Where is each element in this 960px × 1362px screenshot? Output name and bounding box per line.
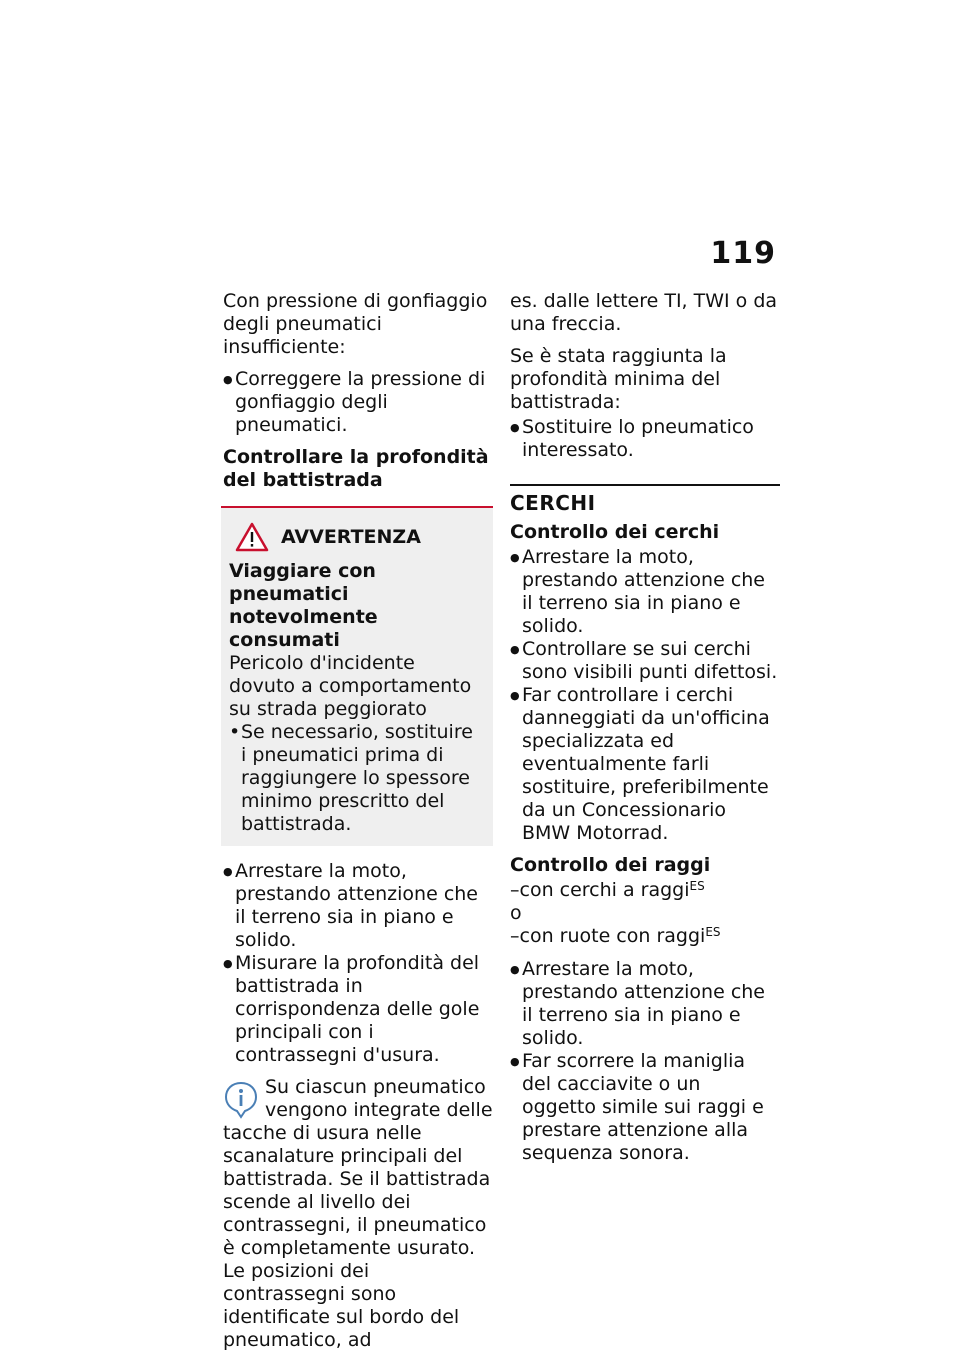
list-item: ● Far controllare i cerchi danneggiati da un'officina specializzata ed eventualmente farli sostituire, preferibilmente da un Concessionario BMW Motorrad.: [510, 684, 780, 845]
list-item: ● Arrestare la moto, prestando attenzione che il terreno sia in piano e solido.: [223, 860, 493, 952]
right-column: [510, 290, 780, 1174]
list-item: ● Far scorrere la maniglia del cacciavite o un oggetto simile sui raggi e prestare attenzione alla sequenza sonora.: [510, 1050, 780, 1165]
warning-list: [229, 721, 483, 836]
warning-box: [221, 506, 493, 846]
info-icon: [223, 1080, 259, 1120]
variant-text: –con ruote con raggi: [510, 925, 706, 947]
variant-line-2: [510, 925, 780, 948]
intro-text: [223, 290, 493, 359]
variant-code: ES: [705, 925, 721, 939]
warning-triangle-icon: [235, 522, 269, 552]
warning-subtitle: Viaggiare con pneumatici notevolmente consumati: [229, 560, 378, 651]
info-note: [223, 1076, 493, 1352]
tread-bullet-list: [223, 860, 493, 1067]
spokes-bullet-list: [510, 958, 780, 1165]
min-depth-bullet-list: [510, 416, 780, 462]
intro-bullet-list: [223, 368, 493, 437]
warning-title: AVVERTENZA: [281, 525, 421, 548]
variant-line-1: [510, 879, 780, 902]
intro-line-1: Con pressione di gonfiaggio: [223, 290, 488, 312]
left-column: [223, 290, 493, 1352]
warning-text: Pericolo d'incidente dovuto a comportamento su strada peggiorato: [229, 652, 472, 720]
rims-heading: Controllo dei cerchi: [510, 521, 720, 543]
section-title: CERCHI: [510, 491, 596, 515]
warning-header: [235, 522, 483, 552]
list-item: ● Arrestare la moto, prestando attenzione che il terreno sia in piano e solido.: [510, 958, 780, 1050]
rims-bullet-list: [510, 546, 780, 845]
list-item: ● Controllare se sui cerchi sono visibili punti difettosi.: [510, 638, 780, 684]
tread-depth-heading: Controllare la profondità del battistrada: [223, 446, 489, 491]
list-item: ● Misurare la profondità del battistrada in corrispondenza delle gole principali con i contrassegni d'usura.: [223, 952, 493, 1067]
intro-line-2: degli pneumatici insufficiente:: [223, 313, 382, 358]
list-item: • Se necessario, sostituire i pneumatici prima di raggiungere lo spessore minimo prescritto del battistrada.: [229, 721, 483, 836]
variant-text: –con cerchi a raggi: [510, 879, 690, 901]
page-number: 119: [710, 236, 776, 271]
variant-or: o: [510, 902, 522, 924]
note-text: Su ciascun pneumatico vengono integrate delle tacche di usura nelle scanalature principali del battistrada. Se il battistrada scende al livello dei contrassegni, il pneumatico è completamente usurato. Le posizioni dei contrassegni sono identificate sul bordo del pneumatico, ad: [223, 1076, 493, 1351]
variant-code: ES: [689, 879, 705, 893]
list-item: ● Correggere la pressione di gonfiaggio degli pneumatici.: [223, 368, 493, 437]
min-depth-text: Se è stata raggiunta la profondità minima del battistrada:: [510, 345, 727, 413]
section-divider: [510, 484, 780, 486]
list-item: ● Sostituire lo pneumatico interessato.: [510, 416, 780, 462]
list-item: ● Arrestare la moto, prestando attenzione che il terreno sia in piano e solido.: [510, 546, 780, 638]
continuation-text: es. dalle lettere TI, TWI o da una freccia.: [510, 290, 778, 335]
spokes-heading: Controllo dei raggi: [510, 854, 711, 876]
